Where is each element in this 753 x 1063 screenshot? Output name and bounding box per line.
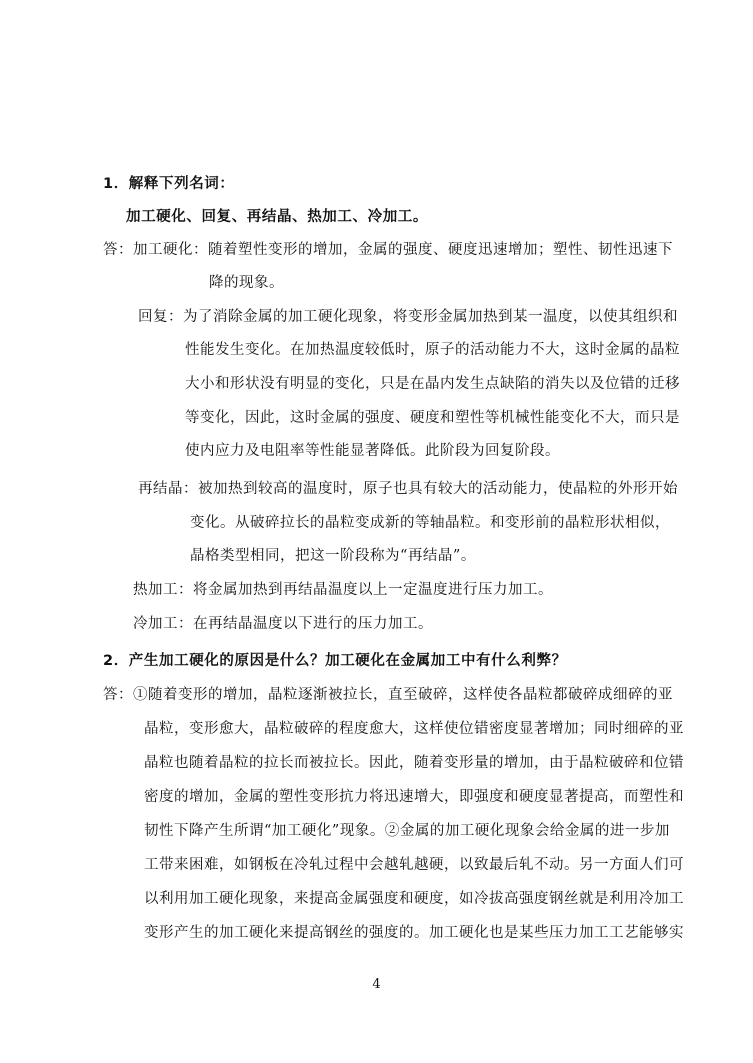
q2-answer-line-8: 变形产生的加工硬化来提高钢丝的强度的。加工硬化也是某些压力加工工艺能够实 <box>144 925 684 941</box>
hot-working-line: 热加工：将金属加热到再结晶温度以上一定温度进行压力加工。 <box>133 582 553 598</box>
q2-answer-line-7: 以利用加工硬化现象，来提高金属强度和硬度，如冷拔高强度钢丝就是利用冷加工 <box>144 891 684 907</box>
q2-heading: 2．产生加工硬化的原因是什么？加工硬化在金属加工中有什么利弊？ <box>103 653 567 669</box>
recovery-line-1: 回复：为了消除金属的加工硬化现象，将变形金属加热到某一温度，以使其组织和 <box>138 309 678 325</box>
recrystallization-line-1: 再结晶：被加热到较高的温度时，原子也具有较大的活动能力，使晶粒的外形开始 <box>138 481 678 497</box>
q2-answer-line-6: 工带来困难，如钢板在冷轧过程中会越轧越硬，以致最后轧不动。另一方面人们可 <box>144 857 684 873</box>
q1-heading: 1．解释下列名词： <box>103 176 235 192</box>
recovery-line-3: 大小和形状没有明显的变化，只是在晶内发生点缺陷的消失以及位错的迁移 <box>185 376 680 392</box>
recovery-line-4: 等变化，因此，这时金属的强度、硬度和塑性等机械性能变化不大，而只是 <box>185 410 680 426</box>
q2-answer-line-3: 晶粒也随着晶粒的拉长而被拉长。因此，随着变形量的增加，由于晶粒破碎和位错 <box>144 755 684 771</box>
cold-working-line: 冷加工：在再结晶温度以下进行的压力加工。 <box>133 616 433 632</box>
recrystallization-line-3: 晶格类型相同，把这一阶段称为“再结晶”。 <box>190 548 476 564</box>
q1-answer-hardening-cont: 降的现象。 <box>209 275 284 291</box>
q2-answer-line-1: 答：①随着变形的增加，晶粒逐渐被拉长，直至破碎，这样使各晶粒都破碎成细碎的亚 <box>103 687 673 703</box>
recovery-line-2: 性能发生变化。在加热温度较低时，原子的活动能力不大，这时金属的晶粒 <box>185 342 680 358</box>
q2-answer-line-5: 韧性下降产生所谓“加工硬化”现象。②金属的加工硬化现象会给金属的进一步加 <box>144 823 670 839</box>
recrystallization-line-2: 变化。从破碎拉长的晶粒变成新的等轴晶粒。和变形前的晶粒形状相似， <box>190 515 670 531</box>
q1-terms: 加工硬化、回复、再结晶、热加工、冷加工。 <box>126 209 428 225</box>
q2-answer-line-2: 晶粒，变形愈大，晶粒破碎的程度愈大，这样使位错密度显著增加；同时细碎的亚 <box>144 721 684 737</box>
q1-answer-hardening: 答：加工硬化：随着塑性变形的增加，金属的强度、硬度迅速增加；塑性、韧性迅速下 <box>103 242 673 258</box>
page-number: 4 <box>372 977 381 992</box>
q2-answer-line-4: 密度的增加，金属的塑性变形抗力将迅速增大，即强度和硬度显著提高，而塑性和 <box>144 789 684 805</box>
recovery-line-5: 使内应力及电阻率等性能显著降低。此阶段为回复阶段。 <box>185 443 560 459</box>
